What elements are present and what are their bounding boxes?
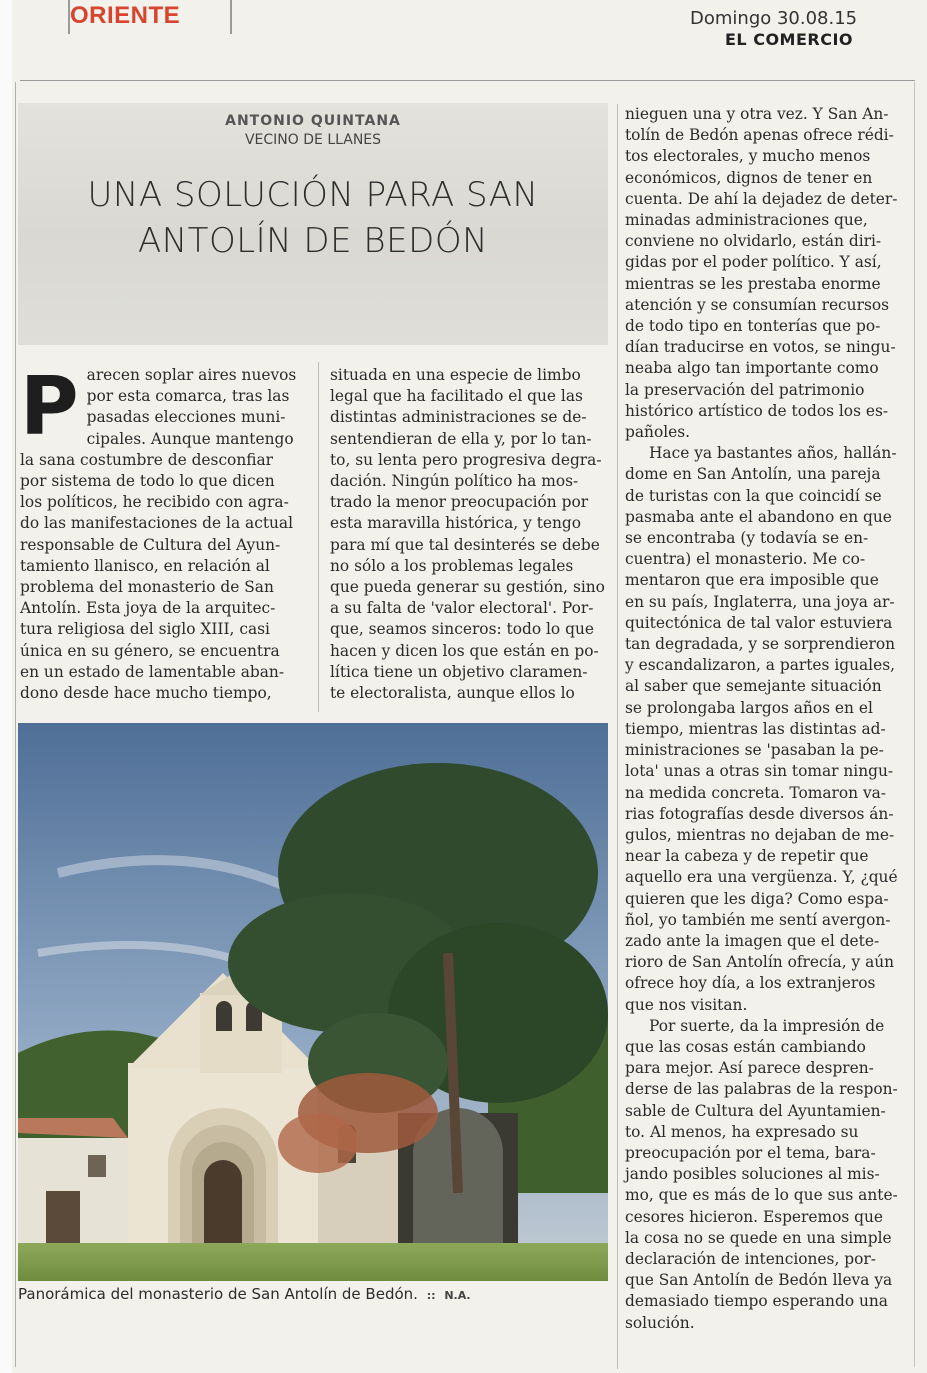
header-divider-right	[230, 0, 232, 34]
section-label: ORIENTE	[70, 2, 181, 29]
author-name: ANTONIO QUINTANA	[225, 113, 401, 129]
header-rule	[20, 80, 915, 81]
newspaper-name: EL COMERCIO	[725, 30, 854, 49]
monastery-illustration	[18, 723, 608, 1281]
page-edge-left	[15, 82, 16, 1367]
issue-date: Domingo 30.08.15	[690, 8, 858, 29]
column-divider-2	[617, 104, 618, 1369]
column-2-text: situada en una especie de limbo legal que ha facilitado el que las distintas administraciones se de- sentendieran de ella y, por lo tan- to, su lenta pero progresiva degra- dación. Ningún político ha mos- trado la menor preocupación por esta maravilla histórica, y tengo para mí que tal desinterés se debe no sólo a los problemas legales que pueda generar su gestión, sino a su falta de 'valor electoral'. Por- que, seamos sinceros: todo lo que hacen y dicen los que están en po- lítica tiene un objetivo claramen- te electoralista, aunque ellos lo	[330, 366, 605, 703]
photo-caption	[18, 1285, 578, 1309]
drop-cap: P	[20, 360, 79, 453]
column-3-paragraph-1: nieguen una y otra vez. Y San An- tolín de Bedón apenas ofrece rédi- tos electorales, y mucho menos económicos, dignos de tener en cuenta. De ahí la dejadez de deter- minadas administraciones que, conviene no olvidarlo, están diri- gidas por el poder político. Y así, mientras se les prestaba enorme atención y se consumían recursos de todo tipo en tonterías que po- dían traducirse en votos, se ningu- neaba algo tan importante como la preservación del patrimonio histórico artístico de todos los es- pañoles.	[625, 105, 898, 442]
column-3-paragraph-2: Hace ya bastantes años, hallán- dome en San Antolín, una pareja de turistas con la que coincidí se pasmaba ante el abandono en que se encontraba (y todavía se en- cuentra) el monasterio. Me co- mentaron que era imposible que en su país, Inglaterra, una joya ar- quitectónica de tal valor estuviera tan degradada, y se sorprendieron y escandalizaron, a partes iguales, al saber que semejante situación se prolongaba largos años en el tiempo, mientras las distintas ad- ministraciones se 'pasaban la pe- lota' unas a otras sin tomar ningu- na medida concreta. Tomaron va- rias fotografías desde diversos án- gulos, mientras no dejaban de me- near la cabeza y de repetir que aquello era una vergüenza. Y, ¿qué quieren que les diga? Como espa- ñol, yo también me sentí avergon- zado ante la imagen que el dete- rioro de San Antolín ofrecía, y aún ofrece hoy día, a los extranjeros que nos visitan.	[625, 444, 898, 1014]
monastery-photo	[18, 723, 608, 1281]
article-column-3	[625, 104, 917, 1369]
photo-credit: N.A.	[444, 1289, 471, 1302]
scan-margin	[0, 0, 12, 1373]
photo-credit-mark: ::	[426, 1289, 436, 1302]
article-column-1	[20, 360, 312, 715]
column-3-paragraph-3: Por suerte, da la impresión de que las cosas están cambiando para mejor. Así parece despren- derse de las palabras de la respon- sable de Cultura del Ayuntamien- to. Al menos, ha expresado su preocupación por el tema, bara- jando posibles soluciones al mis- mo, que es más de lo que sus ante- cesores hicieron. Esperemos que la cosa no se quede en una simple declaración de intenciones, por- que San Antolín de Bedón lleva ya demasiado tiempo esperando una solución.	[625, 1016, 898, 1332]
author-role: VECINO DE LLANES	[244, 132, 382, 148]
article-column-2	[330, 365, 610, 715]
article-headline: UNA SOLUCIÓN PARA SAN ANTOLÍN DE BEDÓN	[87, 175, 539, 261]
caption-text: Panorámica del monasterio de San Antolín de Bedón.	[18, 1285, 418, 1303]
column-1-text: arecen soplar aires nuevos por esta comarca, tras las pasadas elecciones muni- cipales. Aunque mantengo la sana costumbre de desconfiar por sistema de todo lo que dicen los políticos, he recibido con agra- do las manifestaciones de la actual responsable de Cultura del Ayun- tamiento llanisco, en relación al problema del monasterio de San Antolín. Esta joya de la arquitec- tura religiosa del siglo XIII, casi única en su género, se encuentra en un estado de lamentable aban- dono desde hace mucho tiempo,	[20, 366, 297, 703]
column-divider-1	[318, 362, 319, 712]
